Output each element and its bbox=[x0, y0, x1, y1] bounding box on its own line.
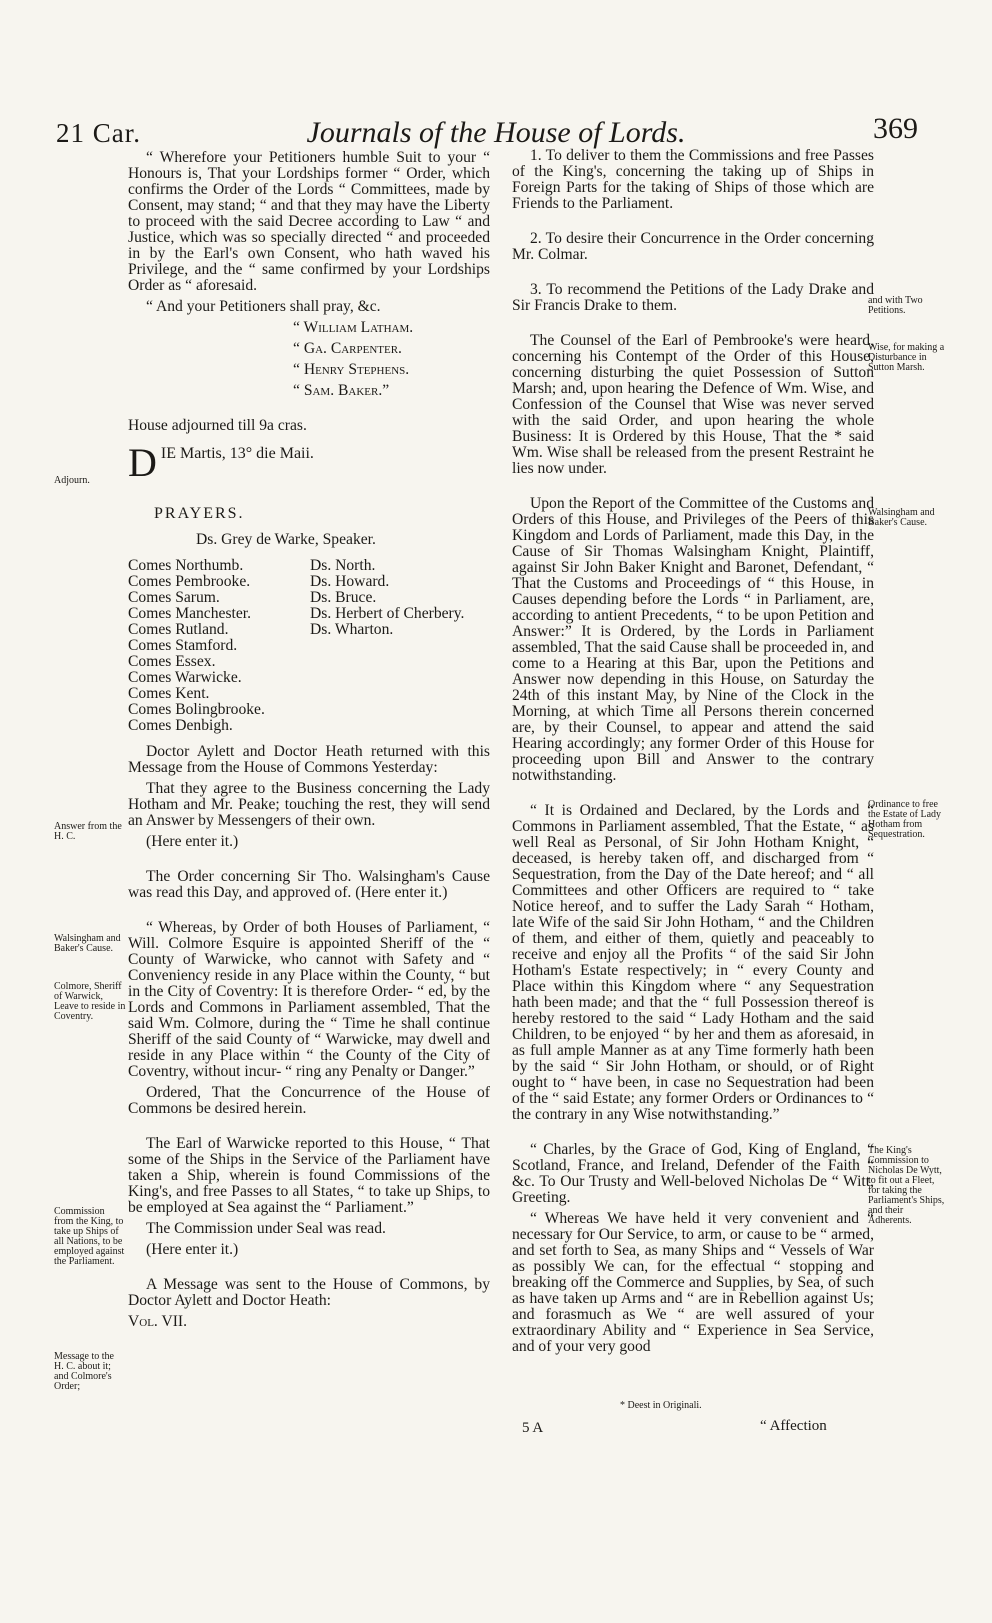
walsingham-order: The Order concerning Sir Tho. Walsingham's Cause was read this Day, and approved of. (Here enter it.) bbox=[128, 868, 490, 901]
attendee-earl: Comes Warwicke. bbox=[128, 669, 242, 686]
petition-paragraph: “ Wherefore your Petitioners humble Suit to your “ Honours is, That your Lordships former “ Order, which confirms the Order of the Lords “ Committees, made by Consent, may stand; “ and that they may have the Liberty to proceed with the said Decree according to Law “ and Justice, which was so specially directed “ and proceeded in by the Earl's own Consent, who hath waved his Privilege, and the “ same confirmed by your Lordships Order as “ aforesaid. bbox=[128, 149, 490, 294]
petition-closing: “ And your Petitioners shall pray, &c. bbox=[146, 298, 381, 315]
attendee-earl: Comes Sarum. bbox=[128, 589, 220, 606]
attendance-list bbox=[128, 558, 490, 734]
royal-commission-salutation: “ Charles, by the Grace of God, King of England, “ Scotland, France, and Ireland, Defender of the Faith “ &c. To Our Trusty and Well-beloved Nicholas De “ Witt, Greeting. bbox=[512, 1141, 874, 1206]
attendee-lord: Ds. Wharton. bbox=[310, 621, 394, 638]
attendee-lord: Ds. Herbert of Cherbery. bbox=[310, 605, 465, 622]
attendee-earl: Comes Rutland. bbox=[128, 621, 229, 638]
prayers-heading: PRAYERS. bbox=[154, 505, 245, 522]
attendee-earl: Comes Kent. bbox=[128, 685, 210, 702]
attendee-earl: Comes Denbigh. bbox=[128, 717, 233, 734]
margin-note-answer: Answer from the H. C. bbox=[54, 821, 122, 842]
margin-note-wise: Wise, for making a Disturbance in Sutton Marsh. bbox=[868, 342, 945, 373]
regnal-year: 21 Car. bbox=[56, 118, 141, 148]
message-item-2: 2. To desire their Concurrence in the Order concerning Mr. Colmar. bbox=[512, 230, 874, 263]
signatory: “ Henry Stephens. bbox=[293, 361, 410, 378]
margin-note-walsingham: Walsingham and Baker's Cause. bbox=[54, 933, 121, 954]
pembrooke-paragraph: The Counsel of the Earl of Pembrooke's were heard, concerning his Contempt of the Order of this House, concerning disturbing the quiet Possession of Sutton Marsh; and, upon hearing the Defence of Wm. Wise, and Confession of the Counsel that Wise was never served with the said Order, and upon hearing the whole Business: It is Ordered by this House, That the * said Wm. Wise shall be released from the present Restraint he lies now under. bbox=[512, 332, 874, 477]
catchword: “ Affection bbox=[760, 1418, 827, 1434]
page-title: Journals of the House of Lords. bbox=[306, 116, 686, 149]
commission-read: The Commission under Seal was read. bbox=[146, 1220, 386, 1237]
margin-note-colmore: Colmore, Sheriff of Warwick, Leave to reside in Coventry. bbox=[54, 981, 126, 1022]
answer-paragraph: (Here enter it.) bbox=[146, 833, 239, 850]
attendee-lord: Ds. Howard. bbox=[310, 573, 390, 590]
hotham-ordinance: “ It is Ordained and Declared, by the Lords and “ Commons in Parliament assembled, That the Estate, “ as well Real as Personal, of Sir John Hotham Knight, “ deceased, is hereby taken off, and discharged from “ Sequestration, from the Day of the Date hereof; and “ all Committees and other Officers are required to “ take Notice hereof, and to suffer the Lady Sarah “ Hotham, late Wife of the said Sir John Hotham, “ and the Children of them, and either of them, quietly and peaceably to receive and enjoy all the Profits “ of the said Sir John Hotham's Estate respectively; in “ every County and Place within this Kingdom where “ any Sequestration hath been made; and that the “ full Possession thereof is hereby restored to the said “ Lady Hotham and the said Children, to be enjoyed “ by her and them as aforesaid, in as full ample Manner as at any Time formerly hath been by the said “ Sir John Hotham, or should, or of Right ought to “ have been, in case no Sequestration had been of the “ said Estate; any former Orders or Ordinances to “ the contrary in any Wise notwithstanding.” bbox=[512, 802, 874, 1123]
page-number: 369 bbox=[873, 112, 918, 145]
margin-note-adjourn: Adjourn. bbox=[54, 475, 90, 486]
message-item-3: 3. To recommend the Petitions of the Lady Drake and Sir Francis Drake to them. bbox=[512, 281, 874, 314]
attendance-lords bbox=[310, 558, 464, 734]
margin-note-kings-commission: The King's Commission to Nicholas De Wytt, to fit out a Fleet, for taking the Parliament's Ships, and their Adherents. bbox=[868, 1145, 945, 1226]
day-heading-text: IE Martis, 13° die Maii. bbox=[160, 445, 314, 462]
volume-label: Vol. VII. bbox=[128, 1313, 187, 1330]
attendee-lord: Ds. Bruce. bbox=[310, 589, 377, 606]
attendee-earl: Comes Pembrooke. bbox=[128, 573, 251, 590]
attendance-earls bbox=[128, 558, 310, 734]
signatory: “ Sam. Baker.” bbox=[293, 382, 390, 399]
attendee-earl: Comes Northumb. bbox=[128, 557, 244, 574]
attendee-earl: Comes Bolingbrooke. bbox=[128, 701, 265, 718]
margin-note-drake: and with Two Petitions. bbox=[868, 295, 923, 316]
right-column bbox=[512, 148, 874, 1360]
day-heading bbox=[128, 440, 490, 485]
warwicke-report: The Earl of Warwicke reported to this House, “ That some of the Ships in the Service of the Parliament have taken a Ship, wherein is found Commissions of the King's, and free Passes to all States, “ to take up Ships, to be employed at Sea against the “ Parliament.” bbox=[128, 1135, 490, 1216]
left-column bbox=[128, 150, 490, 1335]
attendee-lord: Ds. North. bbox=[310, 557, 376, 574]
margin-note-message: Message to the H. C. about it; and Colmore's Order; bbox=[54, 1351, 114, 1392]
adjournment-entry: House adjourned till 9a cras. bbox=[128, 417, 307, 434]
signatory: “ William Latham. bbox=[293, 319, 414, 336]
margin-note-walsingham-right: Walsingham and Baker's Cause. bbox=[868, 507, 935, 528]
footnote: * Deest in Originali. bbox=[620, 1400, 702, 1411]
message-sent: A Message was sent to the House of Commons, by Doctor Aylett and Doctor Heath: bbox=[128, 1276, 490, 1309]
colmore-ordered: Ordered, That the Concurrence of the House of Commons be desired herein. bbox=[128, 1084, 490, 1117]
royal-commission-text: “ Whereas We have held it very convenient and “ necessary for Our Service, to arm, or cause to be “ armed, and set forth to Sea, as many Ships and “ Vessels of War as possibly We can, for the effectual “ stopping and breaking off the Commerce and Supplies, by Sea, of such as have taken up Arms and “ are in Rebellion against Us; and forasmuch as We “ are well assured of your extraordinary Ability and “ Experience in Sea Service, and of your very good bbox=[512, 1210, 874, 1355]
answer-paragraph: That they agree to the Business concerning the Lady Hotham and Mr. Peake; touching the rest, they will send an Answer by Messengers of their own. bbox=[128, 780, 490, 829]
committee-report: Upon the Report of the Committee of the Customs and Orders of this House, and Privileges of the Peers of this Kingdom and Lords of Parliament, made this Day, in the Cause of Sir Thomas Walsingham Knight, Plaintiff, against Sir John Baker Knight and Baronet, Defendant, “ That the Customs and Proceedings of “ this House, in Causes depending before the Lords “ in Parliament, are, according to antient Precedents, “ to be upon Petition and Answer:” It is Ordered, by the Lords in Parliament assembled, That the said Cause shall be proceeded in, and come to a Hearing at this Bar, upon the Petitions and Answer now depending in this House, on Saturday the 24th of this instant May, by Nine of the Clock in the Morning, at which Time all Persons therein concerned are, by their Counsel, to appear and attend the said Hearing accordingly; any former Order of this House for proceeding upon Bill and Answer to the contrary notwithstanding. bbox=[512, 495, 874, 784]
signature-mark: 5 A bbox=[522, 1420, 544, 1436]
attendee-earl: Comes Manchester. bbox=[128, 605, 251, 622]
message-item-1: 1. To deliver to them the Commissions and free Passes of the King's, concerning the taking up of Ships in Foreign Parts for the taking of Ships of those which are Friends to the Parliament. bbox=[512, 147, 874, 212]
drop-cap: D bbox=[128, 440, 157, 485]
signatory: “ Ga. Carpenter. bbox=[293, 340, 402, 357]
colmore-ordinance: “ Whereas, by Order of both Houses of Parliament, “ Will. Colmore Esquire is appointed Sheriff of the “ County of Warwicke, who cannot with Safety and “ Conveniency reside in any Place within the County, “ but in the City of Coventry: It is therefore Order- “ ed, by the Lords and Commons in Parliament assembled, That the said Wm. Colmore, during the “ Time he shall continue Sheriff of the said County of “ Warwicke, may dwell and reside in any Place within “ the County of the City of Coventry, without incur- “ ring any Penalty or Danger.” bbox=[128, 919, 490, 1080]
answer-paragraph: Doctor Aylett and Doctor Heath returned with this Message from the House of Commons Yesterday: bbox=[128, 743, 490, 776]
margin-note-commission: Commission from the King, to take up Ships of all Nations, to be employed against the Parliament. bbox=[54, 1206, 125, 1267]
attendee-earl: Comes Stamford. bbox=[128, 637, 238, 654]
speaker-line: Ds. Grey de Warke, Speaker. bbox=[196, 531, 376, 548]
attendee-earl: Comes Essex. bbox=[128, 653, 216, 670]
margin-note-ordinance: Ordinance to free the Estate of Lady Hotham from Sequestration. bbox=[868, 799, 942, 840]
commission-enter: (Here enter it.) bbox=[146, 1241, 239, 1258]
